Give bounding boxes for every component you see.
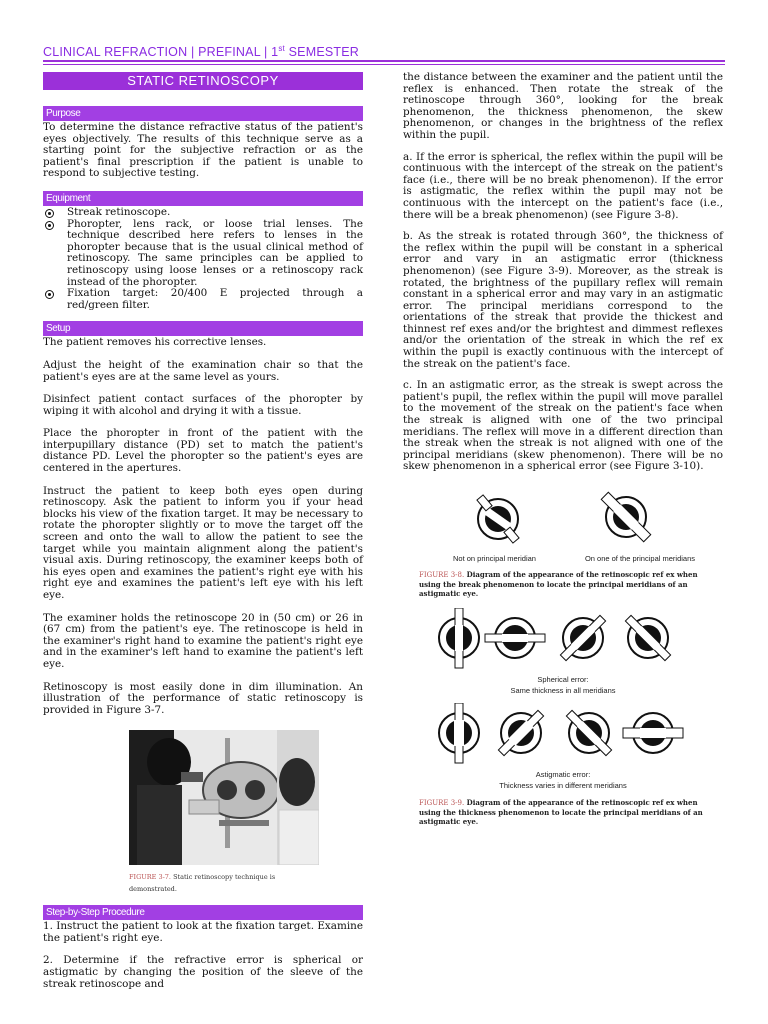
equipment-list xyxy=(43,207,363,311)
section-heading-setup: Setup xyxy=(43,321,363,336)
figure-3-8 xyxy=(403,491,723,598)
figure-label: Spherical error: xyxy=(537,674,589,684)
figure-label: Thickness varies in different meridians xyxy=(499,781,627,791)
list-item: Fixation target: 20/400 E projected through a red/green filter. xyxy=(43,288,363,311)
setup-paragraph: Retinoscopy is most easily done in dim illumination. An illustration of the performance of static retinoscopy is provided in Figure 3-7. xyxy=(43,680,363,716)
bullet-icon xyxy=(45,221,54,230)
setup-paragraph: The patient removes his corrective lenses. xyxy=(43,336,267,349)
page-header: CLINICAL REFRACTION | PREFINAL | 1st SEMESTER xyxy=(43,44,359,60)
header-rule xyxy=(43,60,725,62)
figure-caption: FIGURE 3-9. Diagram of the appearance of the retinoscopic ref ex when using the thickness phenomenon to locate the principal meridians of an astigmatic eye. xyxy=(419,797,703,826)
section-heading-procedure: Step-by-Step Procedure xyxy=(43,905,363,920)
figure-caption: FIGURE 3-8. Diagram of the appearance of the retinoscopic ref ex when using the break phenomenon to locate the principal meridians of an astigmatic eye. xyxy=(419,570,698,599)
spherical-thickness-diagram xyxy=(403,608,723,670)
figure-label: Astigmatic error: xyxy=(535,769,591,779)
purpose-text: To determine the distance refractive status of the patient's eyes objectively. The results of this technique serve as a starting point for the subjective refraction or as the patient's final prescription if the patient is unable to respond to subjective testing. xyxy=(43,121,363,180)
figure-3-9 xyxy=(403,608,723,826)
body-paragraph: a. If the error is spherical, the reflex within the pupil will be continuous with the intercept of the streak on the patient's face (i.e., there will be no break phenomenon). If the error is astigmatic, the reflex within the pupil may not be continuous with the intercept on the patient's face (i.e., there will be a break phenomenon) (see Figure 3-8). xyxy=(403,150,723,221)
retinoscopy-photo xyxy=(129,730,319,865)
setup-paragraph: Place the phoropter in front of the patient with the interpupillary distance (PD) set to match the patient's distance PD. Level the phoropter so the patient's eyes are centered in the apertures. xyxy=(43,427,363,475)
body-paragraph: c. In an astigmatic error, as the streak is swept across the patient's pupil, the reflex within the pupil will move parallel to the movement of the streak on the patient's face when the streak is aligned with one of the two principal meridians. The reflex will move in a different direction than the streak when the streak is not aligned with one of the principal meridians (skew phenomenon). There will be no skew phenomenon in a spherical error (see Figure 3-10). xyxy=(403,379,723,473)
figure-label: On one of the principal meridians xyxy=(584,553,695,563)
body-paragraph: b. As the streak is rotated through 360°, the thickness of the reflex within the pupil will be constant in a spherical error and vary in an astigmatic error (thickness phenomenon) (see Figure 3-9). Moreover, as the streak is rotated, the brightness of the pupillary reflex will remain constant in a spherical error and may vary in an astigmatic error. The principal meridians correspond to the orientations of the streak that provide the thickest and thinnest ref exes and/or the brightest and dimmest reflexes and/or the orientation of the streak in which the ref ex within the pupil is exactly continuous with the intercept of the streak on the patient's face. xyxy=(403,230,723,370)
figure-3-7 xyxy=(129,730,319,895)
setup-paragraph: Instruct the patient to keep both eyes open during retinoscopy. Ask the patient to inform you if your head blocks his view of the fixation target. It may be necessary to rotate the phoropter slightly or to move the target off the screen and onto the wall to allow the patient to see the target while you maintain alignment along the patient's visual axis. During retinoscopy, the examiner keeps both of his eyes open and examines the patient's right eye with his right eye and examines the patient's left eye with his left eye. xyxy=(43,484,363,601)
break-phenomenon-diagram xyxy=(403,491,723,549)
bullet-icon xyxy=(45,209,54,218)
body-paragraph: the distance between the examiner and the patient until the reflex is enhanced. Then rotate the streak of the retinoscope through 360°, looking for the break phenomenon, the thickness phenomenon, the skew phenomenon, or changes in the brightness of the reflex within the pupil. xyxy=(403,71,723,141)
list-item: Streak retinoscope. xyxy=(43,207,363,219)
figure-caption: FIGURE 3-7. Static retinoscopy technique is demonstrated. xyxy=(129,872,276,893)
setup-paragraph: Adjust the height of the examination chair so that the patient's eyes are at the same level as yours. xyxy=(43,358,363,383)
right-column xyxy=(403,72,723,826)
astigmatic-thickness-diagram xyxy=(403,703,723,765)
setup-paragraph: Disinfect patient contact surfaces of the phoropter by wiping it with alcohol and drying it with a tissue. xyxy=(43,393,363,417)
list-item: Phoropter, lens rack, or loose trial lenses. The technique described here refers to lenses in the phoropter because that is the usual clinical method of retinoscopy. The same principles can be applied to retinoscopy using loose lenses or a retinoscopy rack instead of the phoropter. xyxy=(43,219,363,289)
section-heading-purpose: Purpose xyxy=(43,106,363,121)
procedure-step: 1. Instruct the patient to look at the fixation target. Examine the patient's right eye. xyxy=(43,920,363,944)
setup-paragraph: The examiner holds the retinoscope 20 in (50 cm) or 26 in (67 cm) from the patient's eye. The retinoscope is held in the examiner's right hand to examine the patient's right eye and in the examiner's left hand to examine the patient's left eye. xyxy=(43,611,363,670)
bullet-icon xyxy=(45,290,54,299)
figure-label: Same thickness in all meridians xyxy=(510,686,616,696)
document-title: STATIC RETINOSCOPY xyxy=(43,72,363,90)
section-heading-equipment: Equipment xyxy=(43,191,363,206)
left-column xyxy=(43,72,363,1001)
procedure-step: 2. Determine if the refractive error is spherical or astigmatic by changing the position of the sleeve of the streak retinoscope and xyxy=(43,954,363,990)
header-rule-thin xyxy=(43,64,725,65)
figure-label: Not on principal meridian xyxy=(453,553,536,563)
